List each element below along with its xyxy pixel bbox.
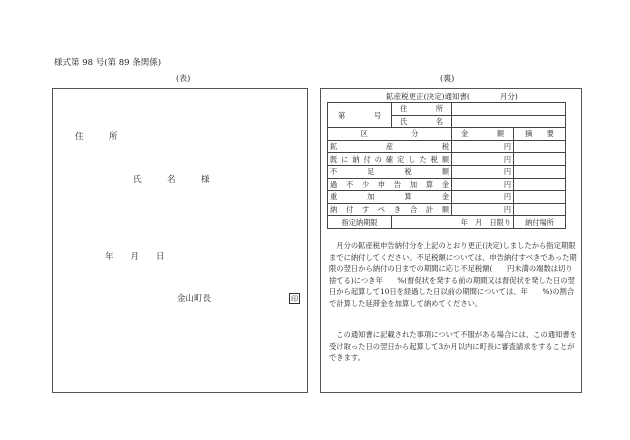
- row-amount: 円: [452, 153, 514, 166]
- row-label: 納付すべき合計額: [328, 203, 452, 216]
- notice-heading: 鉱産税更正(決定)通知書( 月分): [386, 92, 518, 101]
- name-value: [452, 115, 566, 128]
- tax-table: [327, 102, 566, 229]
- table-row: [328, 178, 566, 191]
- front-panel: [52, 88, 308, 393]
- row-amount: 円: [452, 203, 514, 216]
- back-side-label: (裏): [440, 74, 455, 83]
- row-amount: 円: [452, 140, 514, 153]
- deadline-label: 指定納期限: [328, 216, 392, 229]
- notice-paragraph-appeal: この通知書に記載された事項について不服がある場合には、この通知書を受け取った日の翌日から起算して3か月以内に町長に審査請求をすることができます。: [329, 330, 577, 363]
- addressee-name-label: 氏 名 様: [133, 175, 210, 185]
- col-header-remarks: 摘 要: [514, 128, 566, 141]
- row-label: 既に納付の確定した税額: [328, 153, 452, 166]
- row-remarks: [514, 178, 566, 191]
- row-label: 重 加 算 金: [328, 191, 452, 204]
- row-label: 不 足 税 額: [328, 165, 452, 178]
- payment-place-label: 納付場所: [514, 216, 566, 229]
- row-remarks: [514, 203, 566, 216]
- name-cell: 氏 名: [392, 115, 452, 128]
- issue-date-label: 年 月 日: [105, 252, 165, 262]
- addressee-address-label: 住 所: [75, 132, 118, 142]
- front-side-label: (表): [176, 74, 191, 83]
- seal-mark: 印: [291, 295, 298, 303]
- number-cell: 第 号: [328, 103, 392, 128]
- table-row: [328, 153, 566, 166]
- table-header-row: [328, 128, 566, 141]
- deadline-value: 年 月 日限り: [392, 216, 514, 229]
- col-header-category: 区 分: [328, 128, 452, 141]
- row-label: 鉱 産 税: [328, 140, 452, 153]
- form-number-title: 様式第 98 号(第 89 条関係): [54, 58, 162, 68]
- row-amount: 円: [452, 191, 514, 204]
- row-remarks: [514, 153, 566, 166]
- row-remarks: [514, 140, 566, 153]
- row-label: 過不少申告加算金: [328, 178, 452, 191]
- notice-paragraph-main: 月分の鉱産税申告納付分を上記のとおり更正(決定)しましたから指定期限までに納付してください。不足税額については、申告納付すべきであった期限の翌日から納付の日までの期間に応じ不足税額( 円未満の端数は切り捨てる)につき年 %(督促状を発する前の期間又は督促状を発した日の翌日から起算して10日を経過した日以前の期間については、年 %)の割合で計算した延滞金を加算して納めてください。: [329, 241, 577, 308]
- address-value: [452, 103, 566, 116]
- row-remarks: [514, 191, 566, 204]
- table-row: [328, 103, 566, 116]
- row-amount: 円: [452, 165, 514, 178]
- row-amount: 円: [452, 178, 514, 191]
- address-cell: 住 所: [392, 103, 452, 116]
- table-row: [328, 165, 566, 178]
- row-remarks: [514, 165, 566, 178]
- col-header-amount: 金 額: [452, 128, 514, 141]
- table-row: [328, 203, 566, 216]
- table-row: [328, 191, 566, 204]
- table-row: [328, 216, 566, 229]
- issuer-name: 金山町長: [177, 294, 212, 304]
- back-panel: [320, 88, 582, 393]
- table-row: [328, 140, 566, 153]
